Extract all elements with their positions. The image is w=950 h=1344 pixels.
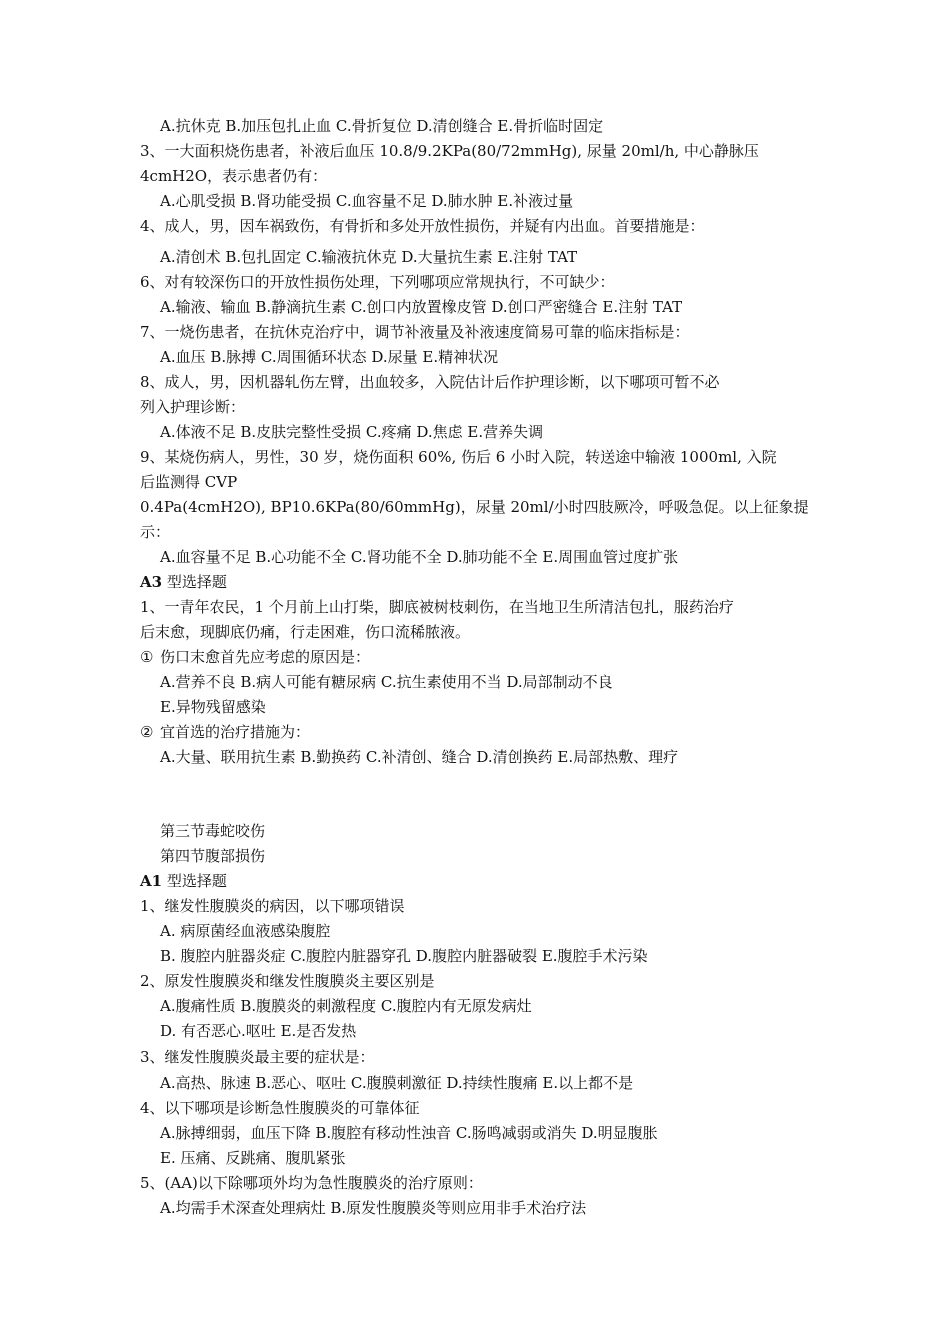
sub-question-1: ① 伤口末愈首先应考虑的原因是： — [140, 648, 371, 666]
answer-options: A.抗休克 B.加压包扎止血 C.骨折复位 D.清创缝合 E.骨折临时固定 — [160, 117, 604, 135]
answer-options: A.清创术 B.包扎固定 C.输液抗休克 D.大量抗生素 E.注射 TAT — [160, 248, 578, 266]
answer-options-cont: D. 有否恶心.呕吐 E.是否发热 — [160, 1022, 357, 1040]
answer-options-cont: E. 压痛、反跳痛、腹肌紧张 — [160, 1149, 346, 1167]
answer-options: A.血容量不足 B.心功能不全 C.肾功能不全 D.肺功能不全 E.周围血管过度扩张 — [160, 548, 679, 566]
section-title-abdominal-injury: 第四节腹部损伤 — [160, 847, 266, 865]
question-5: 5、(AA)以下除哪项外均为急性腹膜炎的治疗原则： — [140, 1174, 483, 1192]
answer-options: A.输液、输血 B.静滴抗生素 C.创口内放置橡皮管 D.创口严密缝合 E.注射 TAT — [160, 298, 683, 316]
answer-options: B. 腹腔内脏器炎症 C.腹腔内脏器穿孔 D.腹腔内脏器破裂 E.腹腔手术污染 — [160, 947, 648, 965]
question-9-cont: 0.4Pa(4cmH2O), BP10.6KPa(80/60mmHg)，尿量 20ml/小时四肢厥冷，呼吸急促。以上征象提 — [140, 498, 809, 516]
answer-options: A.均需手术深查处理病灶 B.原发性腹膜炎等则应用非手术治疗法 — [160, 1199, 587, 1217]
sub-question-2: ② 宜首选的治疗措施为： — [140, 723, 311, 741]
answer-options: A.心肌受损 B.肾功能受损 C.血容量不足 D.肺水肿 E.补液过量 — [160, 192, 574, 210]
answer-options: A.腹痛性质 B.腹膜炎的刺激程度 C.腹腔内有无原发病灶 — [160, 997, 532, 1015]
answer-options-cont: E.异物残留感染 — [160, 698, 266, 716]
question-9-cont: 后监测得 CVP — [140, 473, 238, 491]
case-1: 1、一青年农民，1 个月前上山打柴，脚底被树枝刺伤，在当地卫生所清洁包扎，服药治疗 — [140, 598, 734, 616]
question-8-cont: 列入护理诊断： — [140, 398, 246, 416]
question-4: 4、成人，男，因车祸致伤，有骨折和多处开放性损伤，并疑有内出血。首要措施是： — [140, 217, 705, 235]
question-9: 9、某烧伤病人，男性，30 岁，烧伤面积 60%, 伤后 6 小时入院，转送途中输液 1000ml, 入院 — [140, 448, 777, 466]
question-1: 1、继发性腹膜炎的病因，以下哪项错误 — [140, 897, 405, 915]
question-9-cont: 示： — [140, 523, 171, 541]
answer-options: A.脉搏细弱，血压下降 B.腹腔有移动性浊音 C.肠鸣减弱或消失 D.明显腹胀 — [160, 1124, 658, 1142]
answer-options: A.血压 B.脉搏 C.周围循环状态 D.尿量 E.精神状况 — [160, 348, 499, 366]
question-3-cont: 4cmH2O，表示患者仍有： — [140, 167, 328, 185]
question-3: 3、一大面积烧伤患者，补液后血压 10.8/9.2KPa(80/72mmHg), 尿量 20ml/h, 中心静脉压 — [140, 142, 759, 160]
answer-option-a: A. 病原菌经血液感染腹腔 — [160, 922, 331, 940]
answer-options: A.体液不足 B.皮肤完整性受损 C.疼痛 D.焦虑 E.营养失调 — [160, 423, 544, 441]
question-6: 6、对有较深伤口的开放性损伤处理，下列哪项应常规执行，不可缺少： — [140, 273, 615, 291]
answer-options: A.营养不良 B.病人可能有糖尿病 C.抗生素使用不当 D.局部制动不良 — [160, 673, 613, 691]
question-4: 4、以下哪项是诊断急性腹膜炎的可靠体征 — [140, 1099, 420, 1117]
answer-options: A.高热、脉速 B.恶心、呕吐 C.腹膜刺激征 D.持续性腹痛 E.以上都不是 — [160, 1074, 634, 1092]
section-title-snake-bite: 第三节毒蛇咬伤 — [160, 822, 266, 840]
question-3: 3、继发性腹膜炎最主要的症状是： — [140, 1048, 375, 1066]
case-1-cont: 后末愈，现脚底仍痛，行走困难，伤口流稀脓液。 — [140, 623, 471, 641]
section-heading-a3: A3 型选择题 — [140, 573, 227, 591]
question-8: 8、成人，男，因机器轧伤左臂，出血较多，入院估计后作护理诊断，以下哪项可暂不必 — [140, 373, 720, 391]
answer-options: A.大量、联用抗生素 B.勤换药 C.补清创、缝合 D.清创换药 E.局部热敷、理疗 — [160, 748, 679, 766]
question-7: 7、一烧伤患者，在抗休克治疗中，调节补液量及补液速度简易可靠的临床指标是： — [140, 323, 690, 341]
question-2: 2、原发性腹膜炎和继发性腹膜炎主要区别是 — [140, 972, 435, 990]
section-heading-a1: A1 型选择题 — [140, 872, 227, 890]
